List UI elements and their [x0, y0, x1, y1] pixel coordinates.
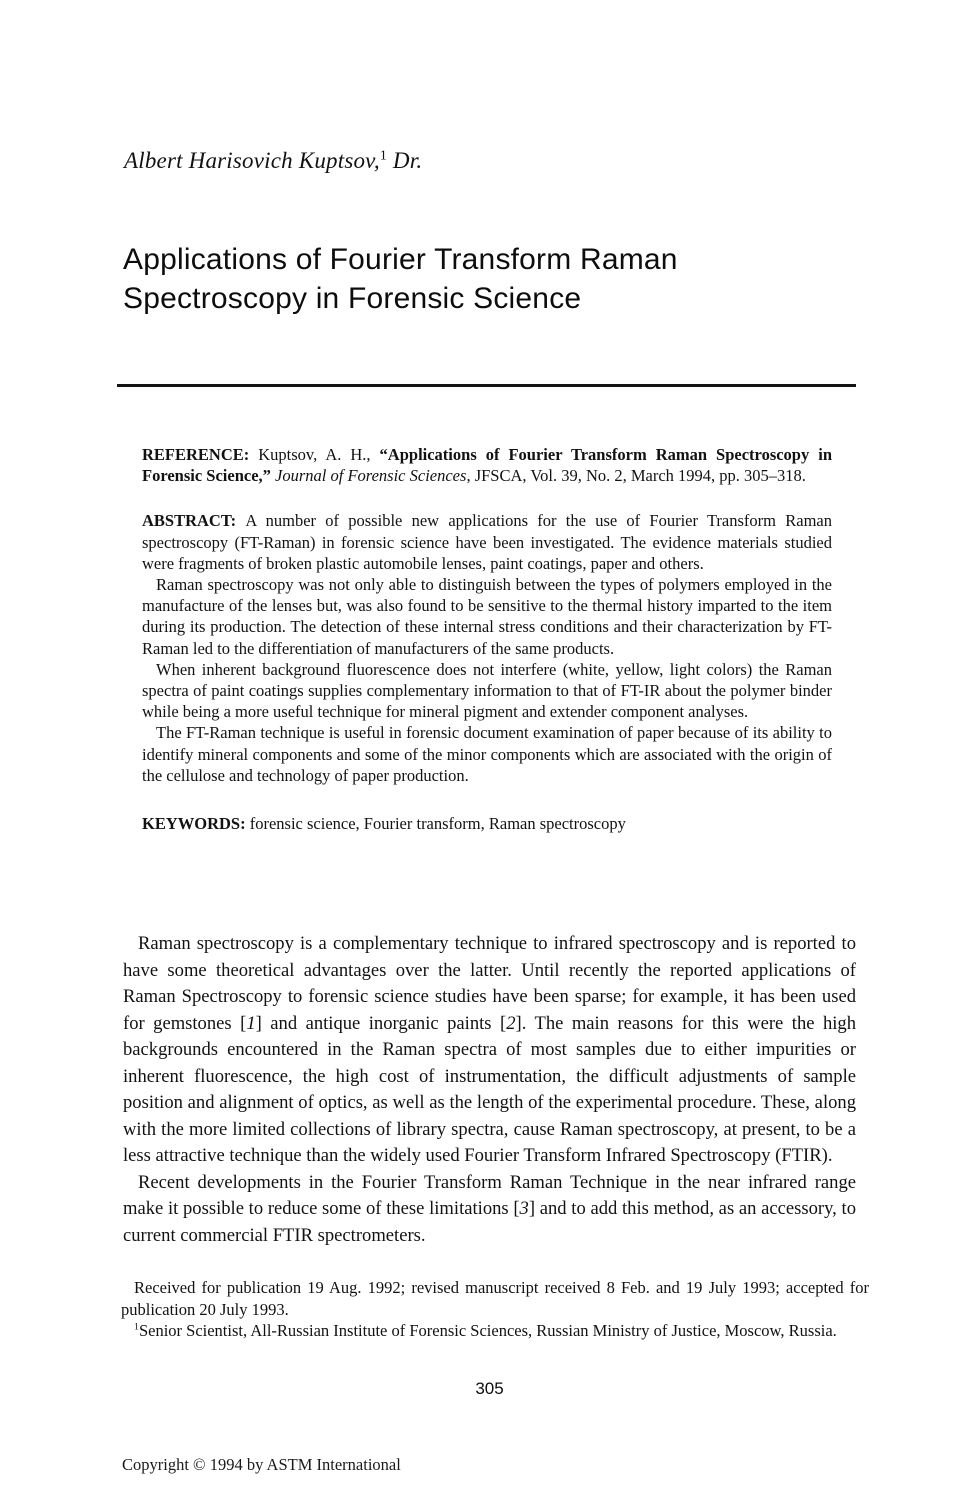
- page-number: 305: [475, 1379, 504, 1398]
- footnote-block: [121, 1277, 869, 1342]
- article-body: [123, 931, 856, 1249]
- author-affiliation-note: $^1$Senior Scientist, All-Russian Institute of Forensic Sciences, Russian Ministry of Justice, Moscow, Russia.: [134, 1321, 837, 1340]
- copyright-line: Copyright © 1994 by ASTM International: [122, 1455, 401, 1474]
- abstract-paragraph-1: ABSTRACT: A number of possible new applications for the use of Fourier Transform Raman spectroscopy (FT-Raman) in forensic science have been investigated. The evidence materials studied were fragments of broken plastic automobile lenses, paint coatings, paper and others.: [142, 511, 832, 573]
- article-title-line1: Applications of Fourier Transform Raman: [123, 243, 678, 276]
- abstract-paragraph-2: Raman spectroscopy was not only able to distinguish between the types of polymers employed in the manufacture of the lenses but, was also found to be sensitive to the thermal history imparted to the item during its production. The detection of these internal stress conditions and their characterization by FT-Raman led to the differentiation of manufacturers of the same products.: [142, 575, 832, 658]
- divider-rule: [117, 384, 856, 387]
- front-matter-block: [142, 444, 832, 834]
- article-title: [123, 240, 678, 318]
- article-title-line2: Spectroscopy in Forensic Science: [123, 282, 582, 315]
- keywords-line: KEYWORDS: forensic science, Fourier transform, Raman spectroscopy: [142, 814, 626, 834]
- received-dates-note: Received for publication 19 Aug. 1992; revised manuscript received 8 Feb. and 19 July 1993; accepted for publication 20 July 1993.: [121, 1278, 869, 1319]
- reference-paragraph: REFERENCE: Kuptsov, A. H., “Applications of Fourier Transform Raman Spectroscopy in Forensic Science,” Journal of Forensic Sciences, JFSCA, Vol. 39, No. 2, March 1994, pp. 305–318.: [142, 445, 832, 486]
- body-paragraph-2: Recent developments in the Fourier Transform Raman Technique in the near infrared range make it possible to reduce some of these limitations [3] and to add this method, as an accessory, to current commercial FTIR spectrometers.: [123, 1171, 856, 1246]
- author-line: Albert Harisovich Kuptsov,$^1$ Dr.: [124, 147, 423, 173]
- abstract-paragraph-3: When inherent background fluorescence does not interfere (white, yellow, light colors) the Raman spectra of paint coatings supplies complementary information to that of FT-IR about the polymer binder while being a more useful technique for mineral pigment and extender component analyses.: [142, 659, 832, 722]
- abstract-paragraph-4: The FT-Raman technique is useful in forensic document examination of paper because of its ability to identify mineral components and some of the minor components which are associated with the origin of the cellulose and technology of paper production.: [142, 723, 832, 785]
- body-paragraph-1: Raman spectroscopy is a complementary technique to infrared spectroscopy and is reported to have some theoretical advantages over the latter. Until recently the reported applications of Raman Spectroscopy to forensic science studies have been sparse; for example, it has been used for gemstones [1] and antique inorganic paints [2]. The main reasons for this were the high backgrounds encountered in the Raman spectra of most samples due to either impurities or inherent fluorescence, the high cost of instrumentation, the difficult adjustments of sample position and alignment of optics, as well as the length of the experimental procedure. These, along with the more limited collections of library spectra, cause Raman spectroscopy, at present, to be a less attractive technique than the widely used Fourier Transform Infrared Spectroscopy (FTIR).: [123, 933, 857, 1166]
